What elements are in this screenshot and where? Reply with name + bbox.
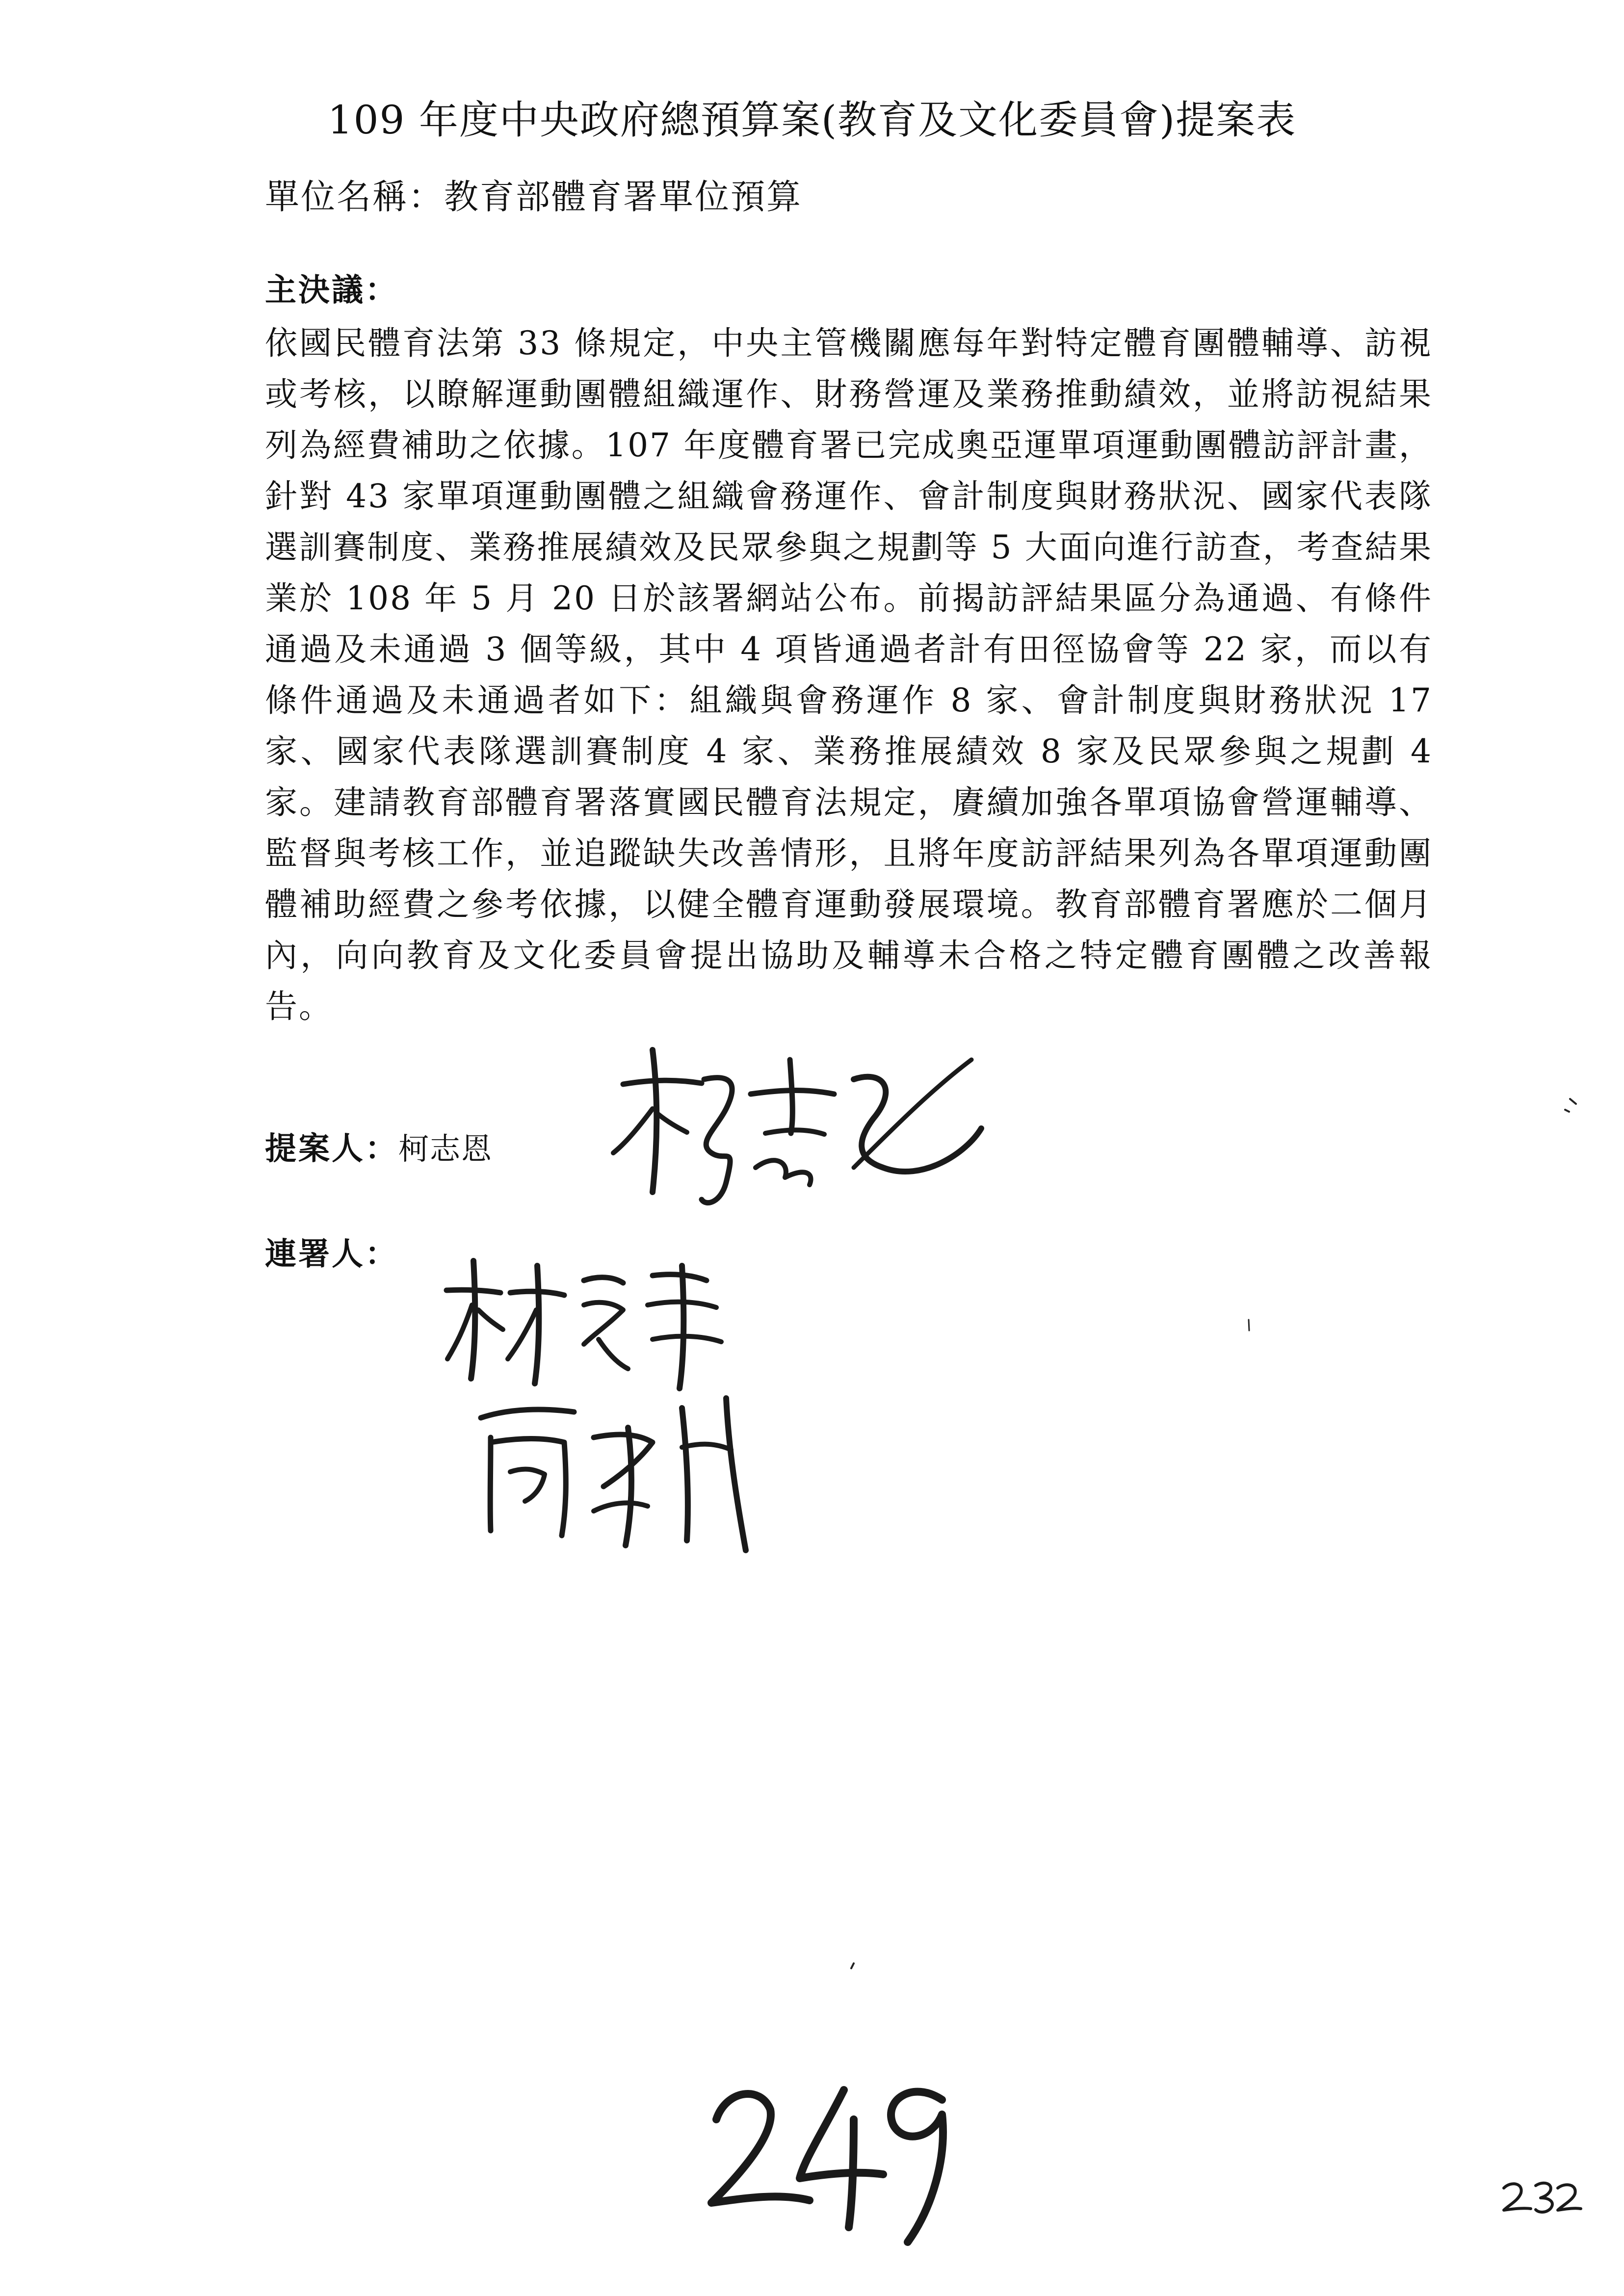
proposer-name: 柯志恩 [398, 1131, 493, 1167]
cosigner-label: 連署人： [265, 1236, 398, 1273]
proposer-label: 提案人： [265, 1131, 398, 1167]
resolution-label: 主決議： [265, 272, 398, 309]
document-title: 109 年度中央政府總預算案(教育及文化委員會)提案表 [327, 97, 1297, 143]
unit-name: 單位名稱：教育部體育署單位預算 [265, 177, 802, 217]
resolution-text: 依國民體育法第 33 條規定，中央主管機關應每年對特定體育團體輔導、訪視或考核，以瞭解運動團體組織運作、財務營運及業務推動績效，並將訪視結果列為經費補助之依據。107 年度體育署已完成奧亞運單項運動團體訪評計畫，針對 43 家單項運動團體之組織會務運作、會計制度與財務狀況、國家代表隊選訓賽制度、業務推展績效及民眾參與之規劃等 5 大面向進行訪查，考查結果業於 108 年 5 月 20 日於該署網站公布。前揭訪評結果區分為通過、有條件通過及未通過 3 個等級，其中 4 項皆通過者計有田徑協會等 22 家，而以有條件通過及未通過者如下：組織與會務運作 8 家、會計制度與財務狀況 17 家、國家代表隊選訓賽制度 4 家、業務推展績效 8 家及民眾參與之規劃 4 家。建請教育部體育署落實國民體育法規定，賡續加強各單項協會營運輔導、監督與考核工作，並追蹤缺失改善情形，且將年度訪評結果列為各單項運動團體補助經費之參考依據，以健全體育運動發展環境。教育部體育署應於二個月內，向向教育及文化委員會提出協助及輔導未合格之特定體育團體之改善報告。 [265, 324, 1433, 1025]
